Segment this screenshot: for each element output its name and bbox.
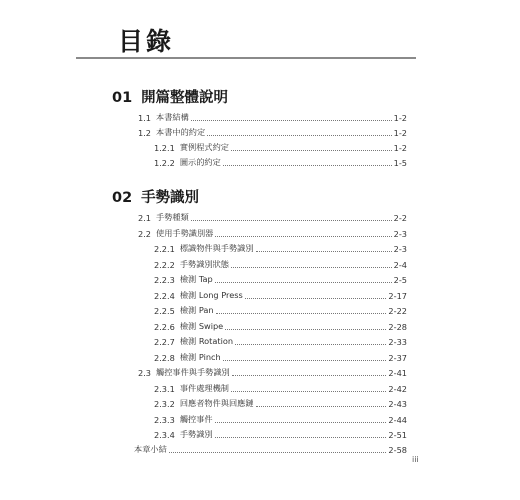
toc-entry[interactable] (154, 139, 407, 153)
page-number: iii (412, 455, 419, 464)
entry-title: 手勢識別狀態 (179, 259, 229, 269)
entry-number: 2.2.2 (154, 260, 175, 270)
entry-page: 2-43 (388, 399, 407, 409)
entry-number: 2.2.4 (154, 291, 175, 301)
toc-entry[interactable] (154, 302, 407, 316)
dot-leader (191, 219, 392, 221)
entry-number: 2.2.7 (154, 337, 175, 347)
entry-number: 2.3.2 (154, 399, 175, 409)
entry-title: 手勢種類 (156, 212, 189, 222)
entry-title: 檢測 Pinch (179, 352, 221, 362)
entry-title: 圖示的約定 (179, 157, 221, 167)
toc-entry[interactable] (154, 256, 407, 270)
toc-entry[interactable] (154, 349, 407, 363)
dot-leader (235, 343, 386, 345)
dot-leader (215, 235, 391, 237)
dot-leader (245, 297, 387, 299)
toc-entry[interactable] (154, 287, 407, 301)
toc-entry[interactable] (154, 154, 407, 168)
entry-title: 實例程式約定 (179, 142, 229, 152)
entry-number: 2.2.8 (154, 353, 175, 363)
entry-title: 使用手勢識別器 (156, 228, 214, 238)
entry-number: 1.1 (138, 113, 152, 123)
entry-number: 2.1 (138, 213, 152, 223)
entry-page: 2-28 (388, 322, 407, 332)
entry-number: 2.3.3 (154, 415, 175, 425)
entry-page: 2-3 (393, 229, 407, 239)
entry-page: 2-22 (388, 306, 407, 316)
entry-title: 觸控事件與手勢識別 (156, 367, 230, 377)
chapter-number: 02 (112, 190, 133, 206)
dot-leader (256, 250, 392, 252)
toc-entry[interactable] (138, 225, 407, 239)
dot-leader (169, 451, 387, 453)
entry-page: 2-37 (388, 353, 407, 363)
entry-page: 2-33 (388, 337, 407, 347)
toc-entry[interactable] (154, 318, 407, 332)
entry-page: 2-41 (388, 368, 407, 378)
toc-entry[interactable] (138, 364, 407, 378)
entry-title: 標識物件與手勢識別 (179, 243, 254, 253)
entry-title: 手勢識別 (179, 429, 213, 439)
dot-leader (216, 312, 387, 314)
entry-page: 1-5 (393, 158, 407, 168)
dot-leader (215, 421, 387, 423)
entry-page: 2-4 (393, 260, 407, 270)
entry-page: 2-42 (388, 384, 407, 394)
entry-number: 1.2.2 (154, 158, 175, 168)
entry-page: 1-2 (393, 128, 407, 138)
dot-leader (256, 405, 387, 407)
toc-entry[interactable] (154, 426, 407, 440)
entry-number: 2.3 (138, 368, 152, 378)
entry-page: 1-2 (393, 113, 407, 123)
entry-page: 2-2 (393, 213, 407, 223)
entry-number: 2.3.4 (154, 430, 175, 440)
entry-title: 本章小結 (134, 444, 167, 454)
toc-entry-summary[interactable] (134, 441, 407, 455)
entry-title: 檢測 Tap (179, 274, 213, 284)
toc-entry[interactable] (154, 395, 407, 409)
dot-leader (215, 436, 387, 438)
title-underline (76, 57, 416, 59)
entry-title: 檢測 Long Press (179, 290, 243, 300)
entry-page: 2-51 (388, 430, 407, 440)
toc-entry[interactable] (154, 411, 407, 425)
entry-title: 本書結構 (156, 112, 189, 122)
chapter-heading-01 (112, 86, 228, 107)
entry-title: 事件處理機制 (179, 383, 229, 393)
chapter-number: 01 (112, 90, 133, 106)
entry-page: 2-58 (388, 445, 407, 455)
entry-number: 1.2 (138, 128, 152, 138)
entry-number: 2.2.1 (154, 244, 175, 254)
entry-title: 本書中的約定 (156, 127, 206, 137)
dot-leader (231, 266, 392, 268)
entry-page: 2-44 (388, 415, 407, 425)
dot-leader (191, 119, 392, 121)
entry-page: 2-17 (388, 291, 407, 301)
toc-entry[interactable] (154, 271, 407, 285)
entry-number: 2.2.3 (154, 275, 175, 285)
entry-number: 2.2.6 (154, 322, 175, 332)
dot-leader (207, 134, 391, 136)
dot-leader (231, 390, 386, 392)
dot-leader (223, 359, 387, 361)
entry-title: 回應者物件與回應鏈 (179, 398, 254, 408)
entry-number: 2.2.5 (154, 306, 175, 316)
entry-title: 檢測 Swipe (179, 321, 224, 331)
entry-title: 觸控事件 (179, 414, 213, 424)
entry-title: 檢測 Rotation (179, 336, 234, 346)
toc-entry[interactable] (154, 240, 407, 254)
toc-entry[interactable] (138, 124, 407, 138)
toc-entry[interactable] (138, 109, 407, 123)
dot-leader (223, 164, 392, 166)
dot-leader (225, 328, 386, 330)
chapter-title: 開篇整體說明 (141, 90, 229, 106)
chapter-heading-02 (112, 186, 199, 207)
chapter-title: 手勢識別 (141, 190, 200, 206)
entry-page: 1-2 (393, 143, 407, 153)
entry-number: 2.2 (138, 229, 152, 239)
entry-number: 1.2.1 (154, 143, 175, 153)
entry-page: 2-5 (393, 275, 407, 285)
entry-title: 檢測 Pan (179, 305, 214, 315)
dot-leader (232, 374, 387, 376)
toc-entry[interactable] (154, 380, 407, 394)
dot-leader (215, 281, 392, 283)
page-title: 目錄 (118, 27, 175, 56)
dot-leader (231, 149, 392, 151)
toc-entry[interactable] (138, 209, 407, 223)
toc-entry[interactable] (154, 333, 407, 347)
entry-page: 2-3 (393, 244, 407, 254)
entry-number: 2.3.1 (154, 384, 175, 394)
